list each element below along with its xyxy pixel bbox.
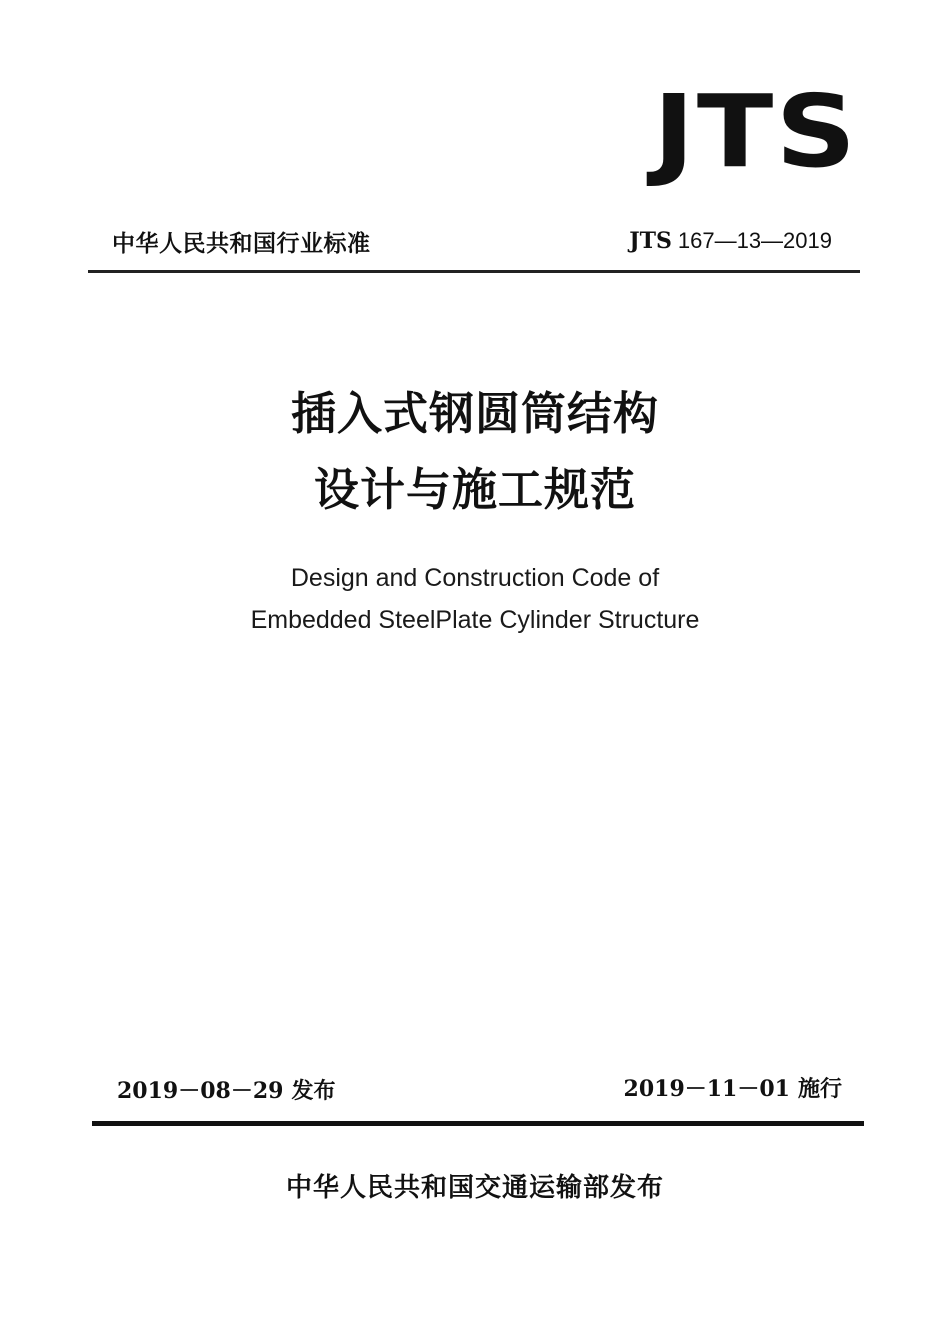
title-cn-line1: 插入式钢圆筒结构: [290, 387, 659, 440]
implementation-date-label: 施行: [797, 1077, 842, 1102]
title-cn-line2: 设计与施工规范: [313, 463, 636, 516]
title-en-line2: Embedded SteelPlate Cylinder Structure: [250, 606, 700, 634]
title-en-line1: Design and Construction Code of: [290, 564, 660, 592]
top-divider: [88, 270, 860, 273]
issue-date-label: 发布: [291, 1079, 336, 1104]
jts-logo: JTS: [652, 73, 858, 190]
issue-date: [117, 1076, 335, 1107]
publisher: 中华人民共和国交通运输部发布: [285, 1173, 664, 1203]
standard-number-value: 167—13—2019: [677, 228, 832, 253]
industry-standard-label: 中华人民共和国行业标准: [112, 231, 371, 257]
implementation-date: [624, 1074, 842, 1105]
standard-code: JTS: [629, 228, 672, 254]
standard-number: [629, 226, 832, 257]
implementation-date-value: 2019－11－01: [623, 1076, 790, 1102]
bottom-divider: [92, 1121, 864, 1126]
issue-date-value: 2019－08－29: [117, 1078, 284, 1104]
